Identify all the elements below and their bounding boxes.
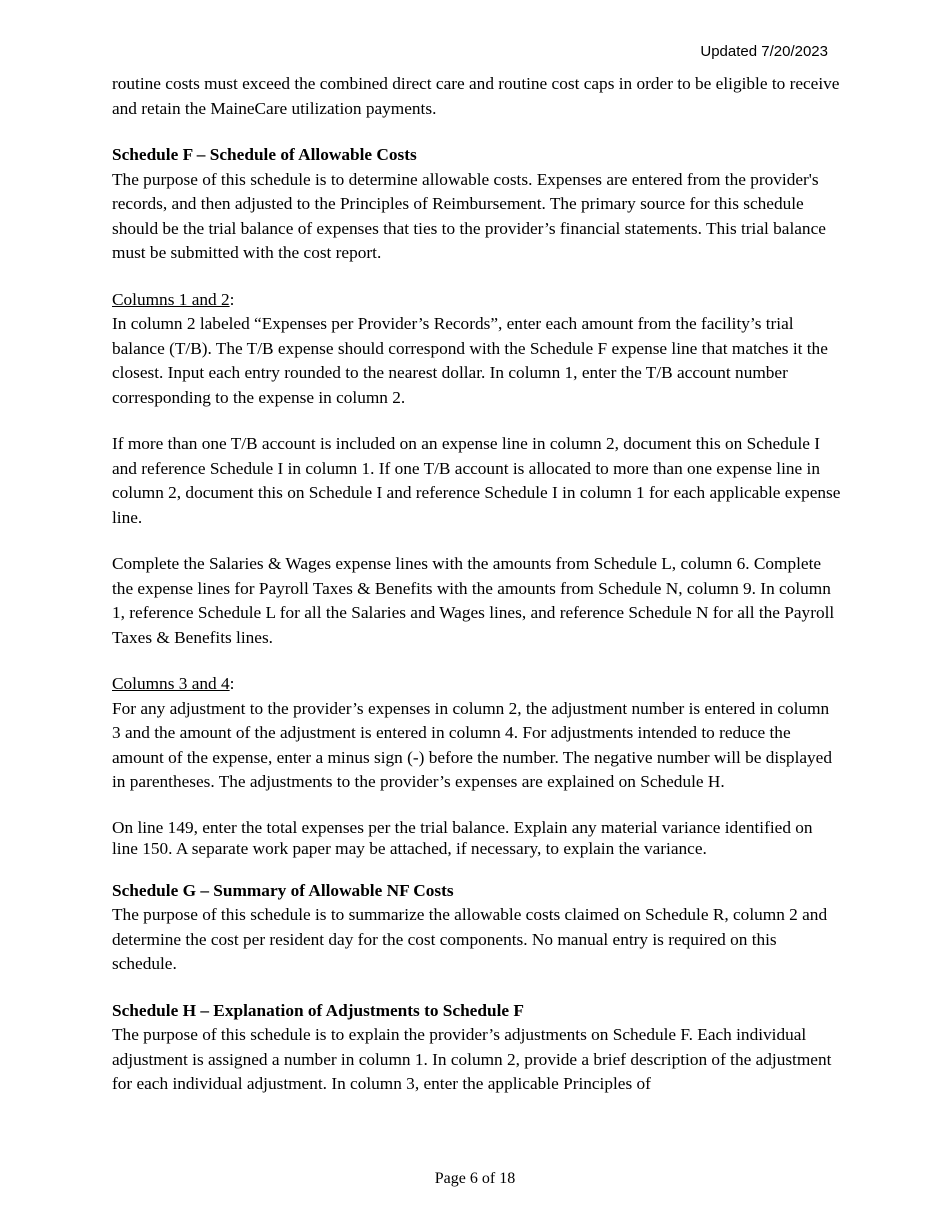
schedule-h-text: The purpose of this schedule is to explain the provider’s adjustments on Schedule F. Each individual adjustment is assigned a number in column 1. In column 2, provide a brief description of the adjustment for each individual adjustment. In column 3, enter the applicable Principles of	[112, 1025, 832, 1093]
columns-1-2-label: Columns 1 and 2	[112, 289, 230, 309]
columns-1-2-colon: :	[229, 289, 235, 309]
intro-continuation: routine costs must exceed the combined direct care and routine cost caps in order to be eligible to receive and retain the MaineCare utilization payments.	[112, 74, 840, 118]
updated-date: Updated 7/20/2023	[700, 43, 828, 60]
schedule-h-heading: Schedule H – Explanation of Adjustments to Schedule F	[112, 1000, 524, 1020]
schedule-f-purpose: The purpose of this schedule is to determine allowable costs. Expenses are entered from the provider's records, and then adjusted to the Principles of Reimbursement. The primary source for this schedule should be the trial balance of expenses that ties to the provider’s financial statements. This trial balance must be submitted with the cost report.	[112, 169, 826, 262]
columns-3-4-text: For any adjustment to the provider’s expenses in column 2, the adjustment number is entered in column 3 and the amount of the adjustment is entered in column 4. For adjustments intended to reduce the amount of the expense, enter a minus sign (-) before the number. The negative number will be displayed in parentheses. The adjustments to the provider’s expenses are explained on Schedule H.	[112, 698, 832, 791]
page-number: Page 6 of 18	[434, 1170, 516, 1187]
schedule-g-heading: Schedule G – Summary of Allowable NF Costs	[112, 880, 454, 900]
columns-1-2-text: In column 2 labeled “Expenses per Provider’s Records”, enter each amount from the facility’s trial balance (T/B). The T/B expense should correspond with the Schedule F expense line that matches it the closest. Input each entry rounded to the nearest dollar. In column 1, enter the T/B account number corresponding to the expense in column 2.	[112, 314, 828, 407]
salaries-paragraph: Complete the Salaries & Wages expense lines with the amounts from Schedule L, column 6. Complete the expense lines for Payroll Taxes & Benefits with the amounts from Schedule N, column 9. In column 1, reference Schedule L for all the Salaries and Wages lines, and reference Schedule N for all the Payroll Taxes & Benefits lines.	[112, 554, 835, 647]
columns-3-4-label: Columns 3 and 4	[112, 674, 230, 693]
schedule-f-heading: Schedule F – Schedule of Allowable Costs	[112, 145, 417, 164]
columns-3-4-subheading	[112, 672, 842, 697]
schedule-g-text: The purpose of this schedule is to summarize the allowable costs claimed on Schedule R, column 2 and determine the cost per resident day for the cost components. No manual entry is required on this schedule.	[112, 905, 828, 973]
multi-account-paragraph: If more than one T/B account is included on an expense line in column 2, document this on Schedule I and reference Schedule I in column 1. If one T/B account is allocated to more than one expense line in column 2, document this on Schedule I and reference Schedule I in column 1 for each applicable expense line.	[112, 434, 841, 527]
columns-3-4-colon: :	[229, 674, 235, 693]
document-body	[112, 72, 842, 1097]
columns-1-2-subheading	[112, 288, 842, 313]
line-149-paragraph: On line 149, enter the total expenses per the trial balance. Explain any material variance identified on line 150. A separate work paper may be attached, if necessary, to explain the variance.	[112, 817, 813, 858]
